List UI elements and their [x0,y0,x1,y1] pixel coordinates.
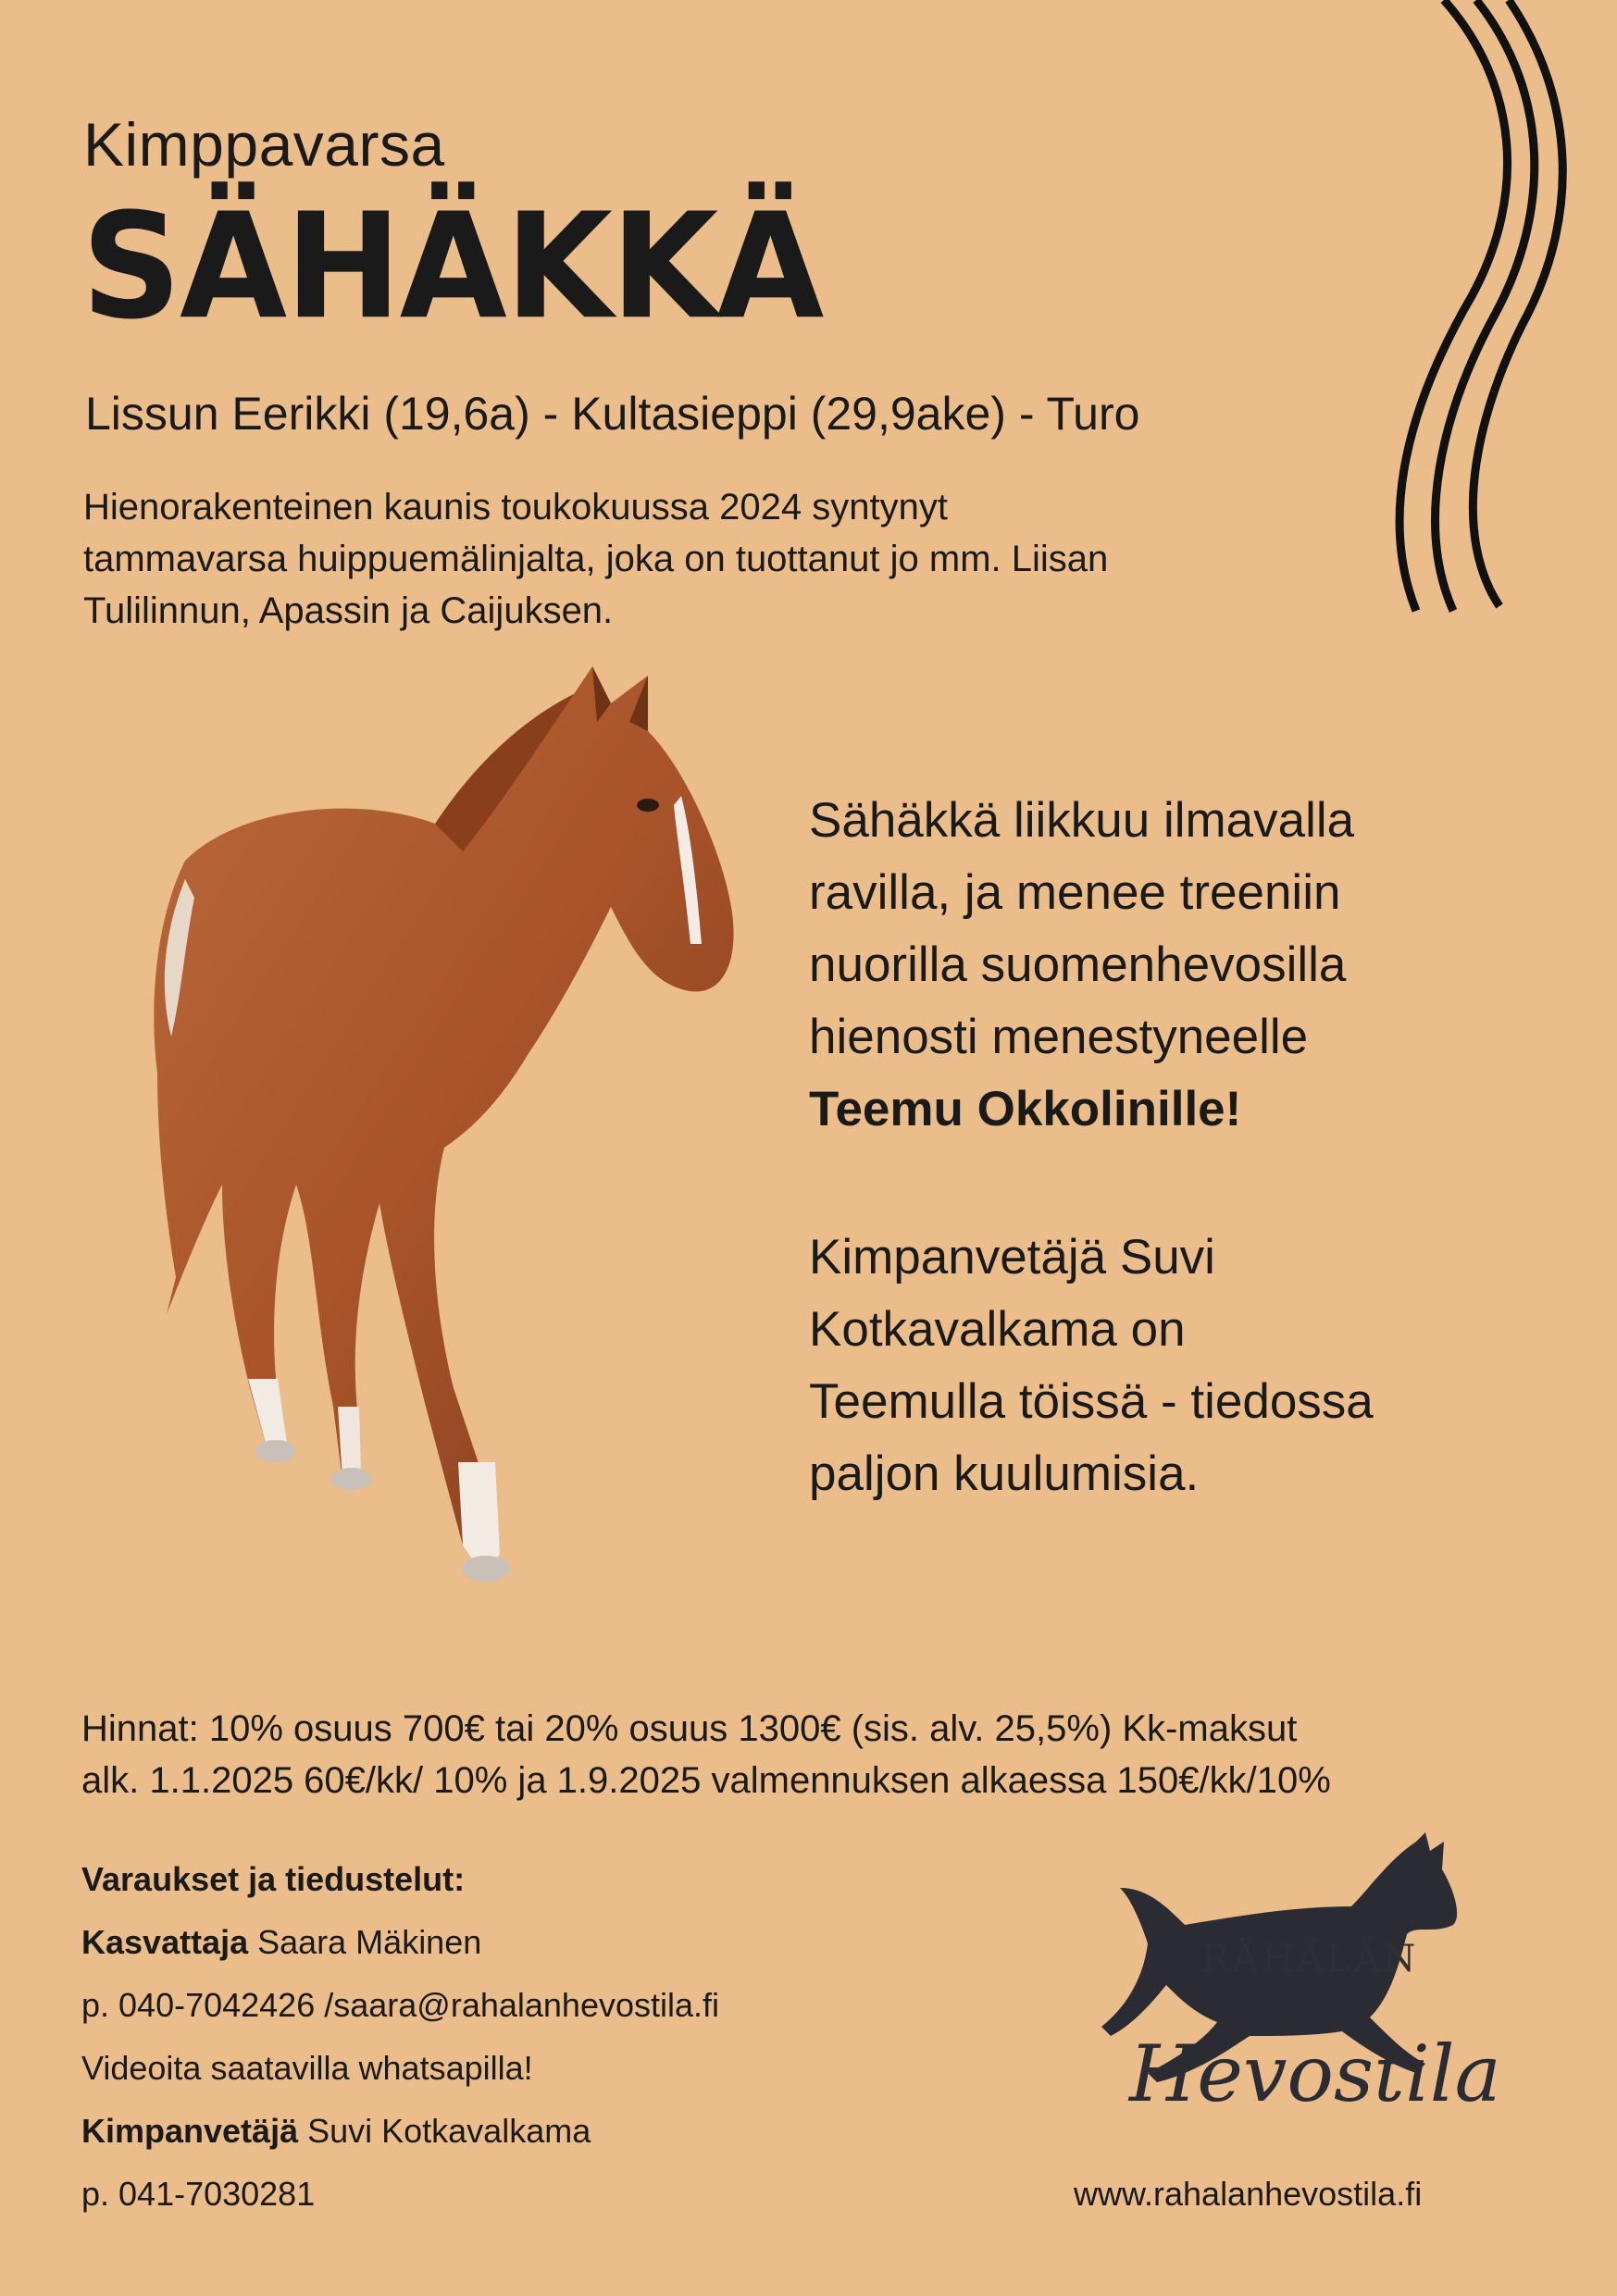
page-title: SÄHÄKKÄ [81,182,823,353]
breeder-line [81,1923,481,1962]
pedigree-line: Lissun Eerikki (19,6a) - Kultasieppi (29,9ake) - Turo [85,388,1140,440]
manager-label: Kimpanvetäjä [81,2112,299,2150]
logo-text-top: RÄHÄLÄN [1201,1938,1419,1980]
rahalan-hevostila-logo [1092,1832,1501,2147]
breeder-label: Kasvattaja [81,1923,249,1961]
manager-phone[interactable]: p. 041-7030281 [81,2175,316,2213]
intro-paragraph [83,481,1398,637]
logo-text-main: Hevostila [1129,2029,1501,2119]
description-line: paljon kuulumisia. [809,1446,1200,1501]
website-link[interactable]: www.rahalanhevostila.fi [1074,2175,1423,2213]
breeder-contact[interactable]: p. 040-7042426 /saara@rahalanhevostila.fi [81,1986,720,2024]
prices-paragraph [81,1703,1581,1806]
description-line: hienosti menestyneelle [809,1010,1309,1064]
description-line: Kotkavalkama on [809,1302,1186,1357]
description-paragraph [809,785,1549,1146]
intro-line: Hienorakenteinen kaunis toukokuussa 2024 syntynyt [83,487,948,527]
price-line: Hinnat: 10% osuus 700€ tai 20% osuus 1300€ (sis. alv. 25,5%) Kk-maksut [81,1708,1298,1749]
description-line: ravilla, ja menee treeniin [809,865,1341,920]
description-line: Kimpanvetäjä Suvi [809,1230,1215,1285]
manager-line [81,2112,591,2151]
description-line: nuorilla suomenhevosilla [809,937,1347,992]
contact-heading: Varaukset ja tiedustelut: [81,1860,466,1898]
intro-line: Tulilinnun, Apassin ja Caijuksen. [83,590,614,631]
description-line: Sähäkkä liikkuu ilmavalla [809,793,1355,848]
manager-paragraph [809,1222,1568,1510]
price-line: alk. 1.1.2025 60€/kk/ 10% ja 1.9.2025 valmennuksen alkaessa 150€/kk/10% [81,1760,1331,1801]
videos-note: Videoita saatavilla whatsapilla! [81,2049,533,2087]
description-line: Teemulla töissä - tiedossa [809,1374,1374,1429]
subtitle: Kimppavarsa [83,110,445,179]
intro-line: tammavarsa huippuemälinjalta, joka on tuottanut jo mm. Liisan [83,539,1109,579]
foal-photo [130,666,759,1684]
manager-name: Suvi Kotkavalkama [298,2112,591,2150]
breeder-name: Saara Mäkinen [248,1923,482,1961]
trainer-name: Teemu Okkolinille! [809,1082,1242,1136]
